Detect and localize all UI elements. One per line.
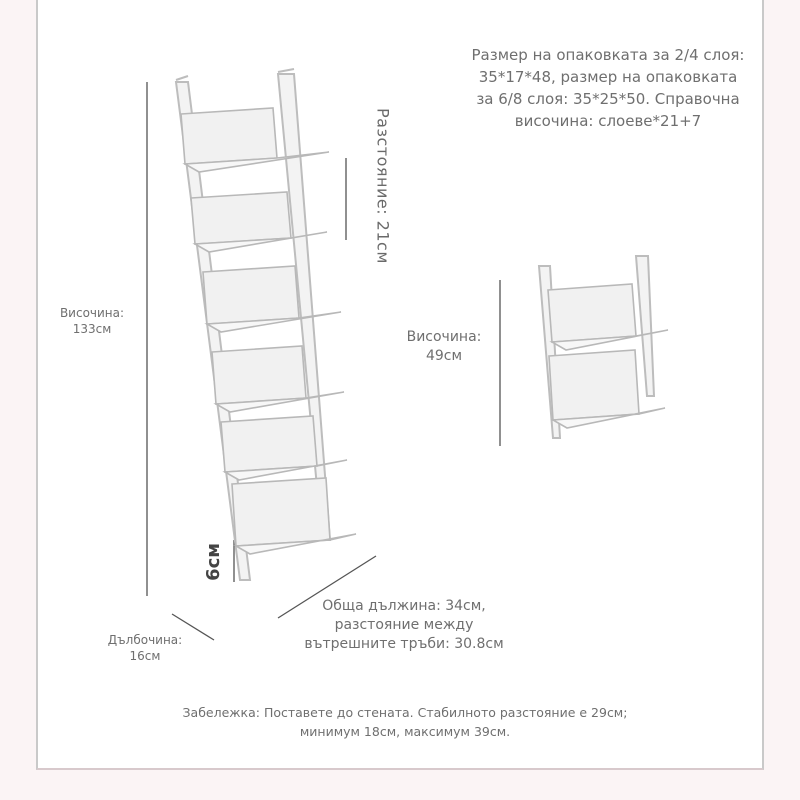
tall-height-value: 133см: [72, 322, 112, 337]
length-line-2: разстояние между: [334, 617, 474, 633]
tall-shelf-tier: [203, 266, 341, 332]
length-line-3: вътрешните тръби: 30.8см: [304, 636, 504, 652]
note-line-2: минимум 18см, максимум 39см.: [299, 724, 511, 739]
foot-height-label: 6см: [203, 543, 224, 581]
total-length-label: [290, 597, 518, 654]
depth-label: [90, 632, 200, 664]
placement-note: [150, 703, 660, 741]
tall-shelf-tier: [181, 108, 329, 172]
depth-title: Дълбочина:: [107, 633, 183, 647]
small-height-value: 49см: [425, 347, 463, 364]
package-info-line-3: за 6/8 слоя: 35*25*50. Справочна: [476, 90, 740, 108]
tall-shelf-tier: [212, 346, 344, 412]
depth-value: 16см: [129, 649, 161, 664]
length-line-1: Обща дължина: 34см,: [322, 598, 486, 614]
small-shelf-right-rail: [636, 256, 654, 396]
tall-shelf-height-label: [36, 305, 148, 337]
tall-shelf-tier: [221, 416, 347, 480]
small-height-title: Височина:: [406, 329, 482, 345]
package-size-info: [428, 44, 788, 132]
package-info-line-1: Размер на опаковката за 2/4 слоя:: [471, 46, 745, 64]
package-info-line-2: 35*17*48, размер на опаковката: [478, 68, 738, 86]
tall-height-title: Височина:: [59, 306, 125, 320]
note-line-1: Забележка: Поставете до стената. Стабилното разстояние е 29см;: [182, 705, 628, 720]
package-info-line-4: височина: слоеве*21+7: [514, 112, 702, 130]
tier-spacing-label: Разстояние: 21см: [373, 108, 393, 264]
tall-shelf-tier: [232, 478, 356, 554]
small-shelf-height-label: [390, 328, 498, 366]
